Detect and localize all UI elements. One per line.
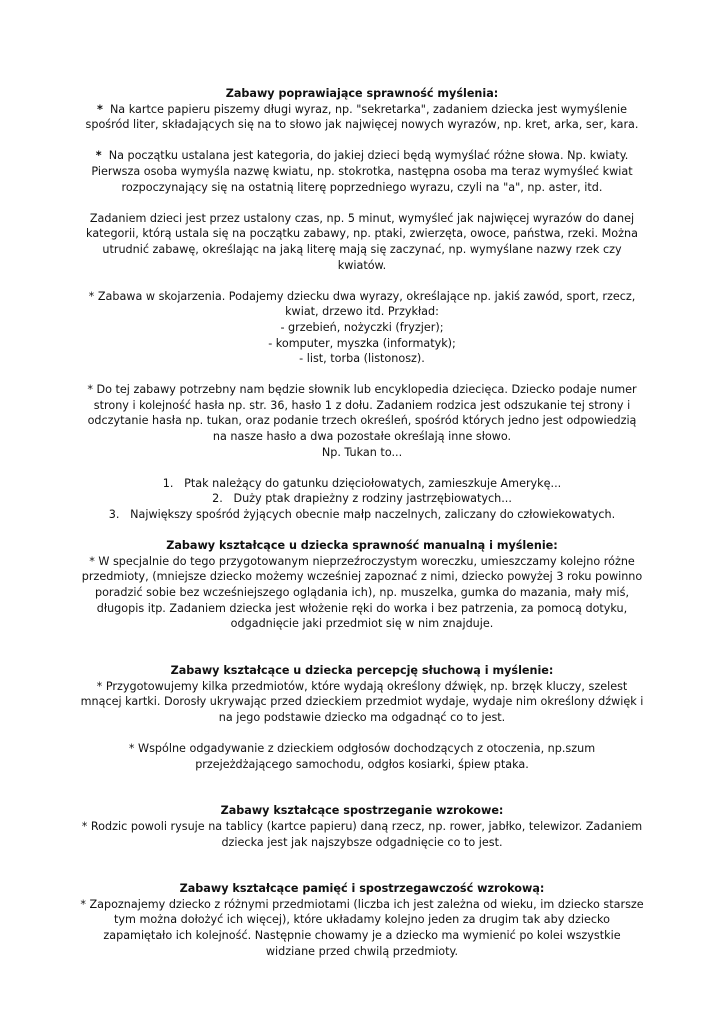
list-item-text: Największy spośród żyjących obecnie małp naczelnych, zaliczany do człowiekowatych. <box>130 508 616 522</box>
section-title-hearing: Zabawy kształcące u dziecka percepcję słuchową i myślenie: <box>170 663 554 677</box>
paragraph-odglosy: * Wspólne odgadywanie z dzieckiem odgłosów dochodzących z otoczenia, np.szum przejeżdżającego samochodu, odgłos kosiarki, śpiew ptaka. <box>128 741 596 771</box>
section-title-memory: Zabawy kształcące pamięć i spostrzegawczość wzrokową: <box>179 882 545 896</box>
list-number: 1. <box>162 476 174 490</box>
list-item-text: Ptak należący do gatunku dzięciołowatych, zamieszkuje Amerykę... <box>184 476 562 490</box>
document-page <box>80 86 644 959</box>
numbered-list <box>80 476 644 523</box>
section-title-manual: Zabawy kształcące u dziecka sprawność manualną i myślenie: <box>166 539 558 553</box>
paragraph-kategorie: Zadaniem dzieci jest przez ustalony czas, np. 5 minut, wymyśleć jak najwięcej wyrazów do danej kategorii, którą ustala się na początku zabawy, np. ptaki, zwierzęta, owoce, państwa, rzeki. Można utrudnić zabawę, określając na jaką literę mają się zaczynać, np. wymyślane nazwy rzek czy kwiatów. <box>86 211 638 272</box>
paragraph-woreczek: * W specjalnie do tego przygotowanym nieprzeźroczystym woreczku, umieszczamy kolejno różne przedmioty, (mniejsze dziecko możemy wcześniej zapoznać z nimi, dziecko powyżej 3 roku powinno poradzić sobie bez wcześniejszego oglądania ich), np. muszelka, gumka do mazania, mały miś, długopis itp. Zadaniem dziecka jest włożenie ręki do worka i bez patrzenia, za pomocą dotyku, odgadnięcie jaki przedmiot się w nim znajduje. <box>81 554 643 631</box>
paragraph-kwiaty <box>80 148 644 195</box>
list-item: - grzebień, nożyczki (fryzjer); <box>280 320 444 334</box>
list-item <box>80 507 644 523</box>
list-number: 2. <box>212 492 223 506</box>
bullet-star: * <box>96 102 103 116</box>
list-number: 3. <box>108 508 120 522</box>
paragraph-przedmioty: * Zapoznajemy dziecko z różnymi przedmiotami (liczba ich jest zależna od wieku, im dziecko starsze tym można dołożyć ich więcej), które układamy kolejno jeden za drugim tak aby dziecko zapamiętało ich kolejność. Następnie chowamy je a dziecko ma wymienić po kolei wszystkie widziane przed chwilą przedmioty. <box>80 897 644 958</box>
list-item-text: Duży ptak drapieżny z rodziny jastrzębiowatych... <box>233 492 512 506</box>
list-item <box>80 491 644 507</box>
paragraph-text: Na kartce papieru piszemy długi wyraz, np. "sekretarka", zadaniem dziecka jest wymyślenie spośród liter, składających się na to słowo jak najwięcej nowych wyrazów, np. kret, arka, ser, kara. <box>85 102 639 132</box>
paragraph-skojarzenia: * Zabawa w skojarzenia. Podajemy dziecku dwa wyrazy, określające np. jakiś zawód, sport, rzecz, kwiat, drzewo itd. Przykład: <box>88 289 636 319</box>
paragraph-rysowanie: * Rodzic powoli rysuje na tablicy (kartce papieru) daną rzecz, np. rower, jabłko, telewizor. Zadaniem dziecka jest jak najszybsze odgadnięcie co to jest. <box>81 819 643 849</box>
bullet-star: * <box>95 149 102 163</box>
list-item: - list, torba (listonosz). <box>299 352 425 366</box>
paragraph-sekretarka <box>80 102 644 133</box>
list-item <box>80 476 644 492</box>
paragraph-text: Na początku ustalana jest kategoria, do jakiej dzieci będą wymyślać różne słowa. Np. kwiaty. Pierwsza osoba wymyśla nazwę kwiatu, np. stokrotka, następna osoba ma teraz wymyśleć kwiat rozpoczynający się na ostatnią literę poprzedniego wyrazu, czyli na "a", np. aster, itd. <box>91 149 633 194</box>
paragraph-tukan: Np. Tukan to... <box>321 445 403 459</box>
paragraph-dzwieki: * Przygotowujemy kilka przedmiotów, które wydają określony dźwięk, np. brzęk kluczy, szelest mnącej kartki. Dorosły ukrywając przed dzieckiem przedmiot wydaje, wydaje nim określony dźwięk i na jego podstawie dziecko ma odgadnąć co to jest. <box>80 679 644 724</box>
section-title-thinking: Zabawy poprawiające sprawność myślenia: <box>225 87 499 100</box>
paragraph-slownik: * Do tej zabawy potrzebny nam będzie słownik lub encyklopedia dziecięca. Dziecko podaje numer strony i kolejność hasła np. str. 36, hasło 1 z dołu. Zadaniem rodzica jest odszukanie tej strony i odczytanie hasła np. tukan, oraz podanie trzech określeń, spośród których jedno jest odpowiedzią na nasze hasło a dwa pozostałe określają inne słowo. <box>87 383 637 444</box>
section-title-visual: Zabawy kształcące spostrzeganie wzrokowe: <box>220 804 504 818</box>
list-item: - komputer, myszka (informatyk); <box>268 336 456 350</box>
